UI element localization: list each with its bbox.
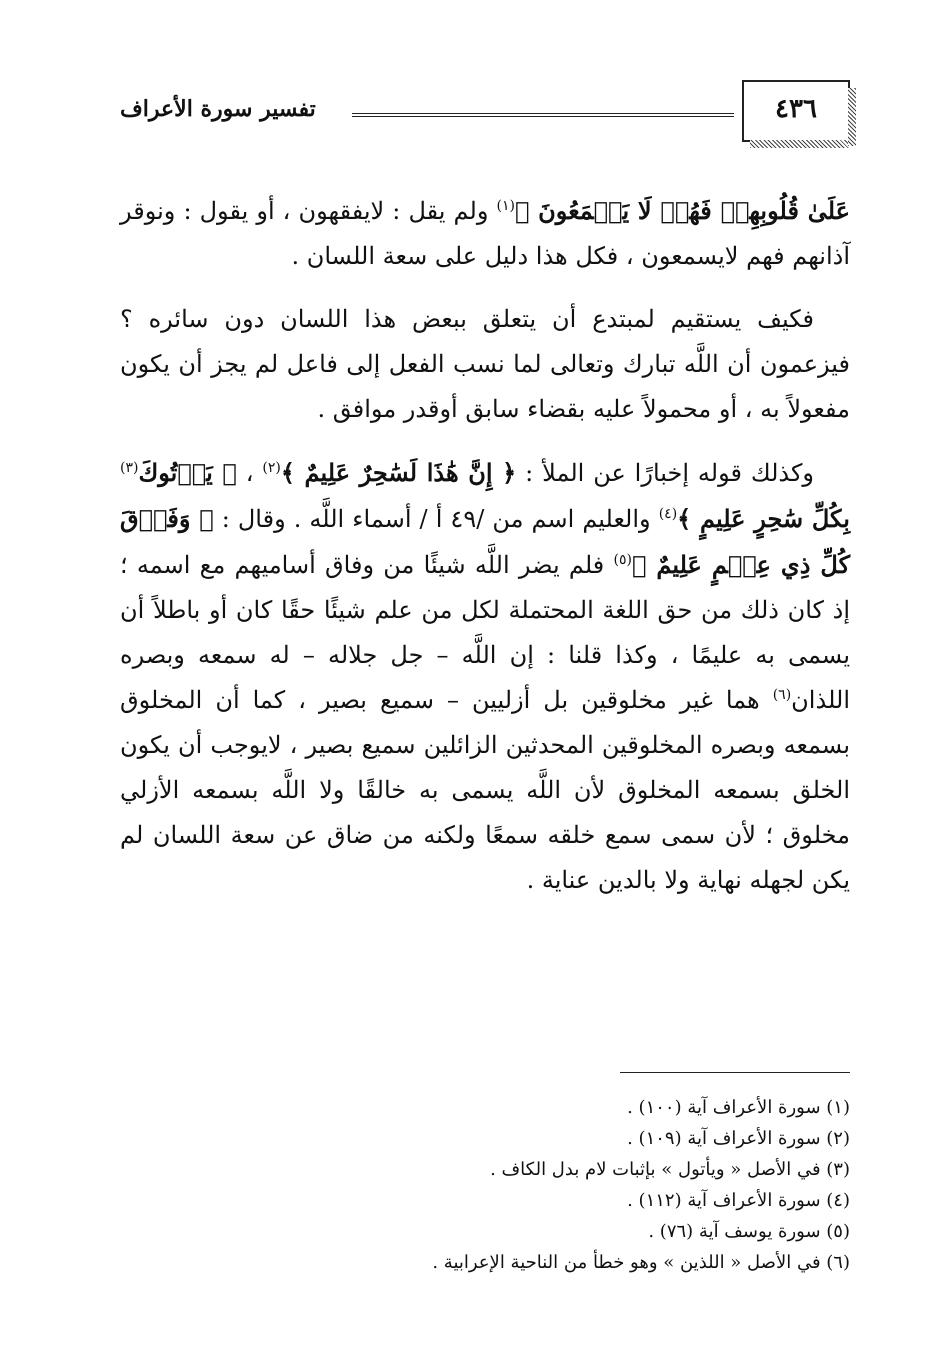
page-number: ٤٣٦ [775,94,817,124]
body-text [120,188,850,921]
body-text-run: ، [236,459,263,487]
body-text-run: ولم يقل : لايفقهون ، أو يقول : ونوقر آذانهم فهم لايسمعون ، فكل هذا دليل على سعة اللسان . [120,197,850,270]
quran-quote: ﴿ إِنَّ هَٰذَا لَسَٰحِرٌ عَلِيمٌ ﴾ [280,458,517,487]
quran-quote: عَلَىٰ قُلُوبِهِمۡ فَهُمۡ لَا يَسۡمَعُونَ ﴾ [514,196,850,225]
quran-quote: ﴿ يَأۡتُوكَ [138,458,237,487]
paragraph-1 [120,188,850,279]
footnote-1: (١) سورة الأعراف آية (١٠٠) . [627,1097,850,1118]
footnote-ref: (٢) [262,460,281,476]
quran-quote: بِكُلِّ سَٰحِرٍ عَلِيمٍ ﴾ [677,504,850,533]
footnote-ref: (٦) [772,687,792,703]
page-header [120,80,850,146]
footnote-ref: (١) [496,198,515,214]
page-number-box [742,80,850,142]
footnote-ref: (٥) [613,552,632,568]
body-text-run: فكيف يستقيم لمبتدع أن يتعلق ببعض هذا اللسان دون سائره ؟ فيزعمون أن اللَّه تبارك وتعالى لما نسب الفعل إلى فاعل لم يجز أن يكون مفعولاً به ، أو محمولاً عليه بقضاء سابق أوقدر موافق . [120,305,850,423]
body-text-run: فلم يضر اللَّه شيئًا من وفاق أساميهم مع اسمه ؛ إذ كان ذلك من حق اللغة المحتملة لكل من علم شيئًا حقًا كان أو باطلاً أن يسمى به عليمًا ، وكذا قلنا : إن اللَّه – جل جلاله – له سمعه وبصره اللذان [120,551,850,714]
footnote-ref: (٣) [120,460,139,476]
footnote-6: (٦) في الأصل « اللذين » وهو خطأ من الناحية الإعرابية . [432,1252,850,1273]
footnote-4: (٤) سورة الأعراف آية (١١٢) . [627,1190,850,1211]
footnote-5: (٥) سورة يوسف آية (٧٦) . [648,1221,850,1242]
footnote-rule [620,1072,850,1073]
body-text-run: والعليم اسم من /٤٩ أ / أسماء اللَّه . وقال : [213,505,659,533]
footnote-3: (٣) في الأصل « ويأتول » بإثبات لام بدل الكاف . [490,1159,850,1180]
footnotes [120,1092,850,1278]
paragraph-3 [120,450,850,903]
quran-quote: ﴿ وَفَوۡقَ كُلِّ ذِي عِلۡمٍ عَلِيمٌ ﴾ [120,504,850,579]
paragraph-2 [120,297,850,432]
footnote-2: (٢) سورة الأعراف آية (١٠٩) . [627,1128,850,1149]
header-rule [352,113,734,117]
running-title: تفسير سورة الأعراف [120,96,316,122]
footnote-ref: (٤) [658,506,678,522]
body-text-run: وكذلك قوله إخبارًا عن الملأ : [516,459,814,487]
body-text-run: هما غير مخلوقين بل أزليين – سميع بصير ، كما أن المخلوق بسمعه وبصره المخلوقين المحدثين الزائلين سميع بصير ، لايوجب أن يكون الخلق بسمعه المخلوق لأن اللَّه يسمى به خالقًا ولا اللَّه بسمعه الأزلي مخلوق ؛ لأن سمى سمع خلقه سمعًا ولكنه من ضاق عن سعة اللسان لم يكن لجهله نهاية ولا بالدين عناية . [120,686,851,894]
